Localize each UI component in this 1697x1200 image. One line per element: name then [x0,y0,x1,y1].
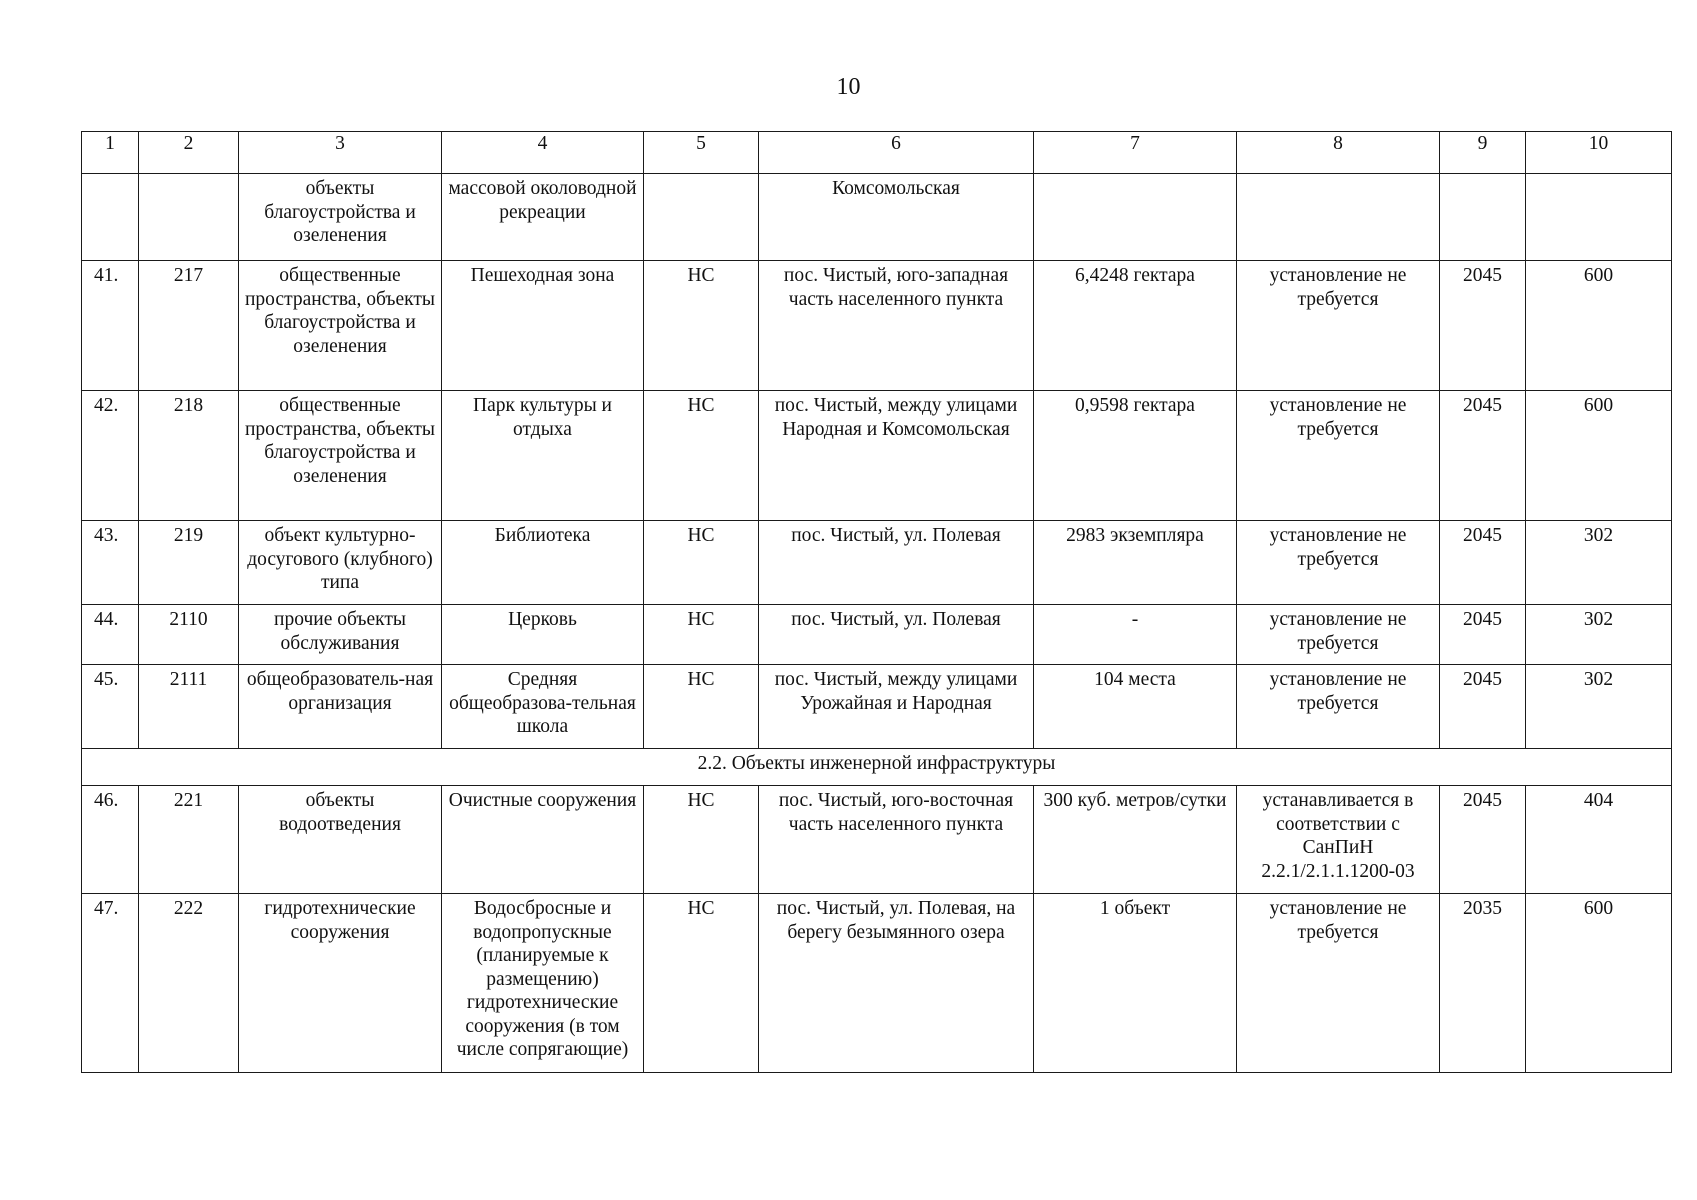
table-cell-col-9 [1440,174,1526,261]
table-cell-col-3: общественные пространства, объекты благоустройства и озеленения [239,261,442,391]
table-cell-col-6: пос. Чистый, между улицами Народная и Комсомольская [759,391,1034,521]
table-row [82,521,1672,605]
table-cell-col-3: объекты водоотведения [239,786,442,894]
table-cell-col-2: 2110 [139,605,239,665]
table-cell-col-4: Пешеходная зона [442,261,644,391]
table-cell-col-3: общеобразователь-ная организация [239,665,442,749]
table-cell-col-2: 2111 [139,665,239,749]
table-cell-col-9: 2045 [1440,261,1526,391]
column-header-2: 2 [139,132,239,174]
table-cell-col-4: Церковь [442,605,644,665]
table-cell-col-3: гидротехнические сооружения [239,894,442,1073]
table-cell-col-6: пос. Чистый, ул. Полевая [759,605,1034,665]
table-cell-col-5 [644,174,759,261]
table-row [82,894,1672,1073]
column-header-4: 4 [442,132,644,174]
table-cell-col-8: установление не требуется [1237,261,1440,391]
table-cell-col-2: 219 [139,521,239,605]
table-cell-col-1: 45. [82,665,139,749]
table-cell-col-8: установление не требуется [1237,391,1440,521]
table-cell-col-1: 47. [82,894,139,1073]
table-cell-col-10: 302 [1526,605,1672,665]
table-cell-col-7 [1034,174,1237,261]
table-cell-col-5: НС [644,665,759,749]
table-cell-col-1: 43. [82,521,139,605]
table-cell-col-5: НС [644,521,759,605]
table-cell-col-7: - [1034,605,1237,665]
table-row [82,261,1672,391]
table-cell-col-9: 2045 [1440,665,1526,749]
table-cell-col-6: Комсомольская [759,174,1034,261]
table-cell-col-5: НС [644,894,759,1073]
table-cell-col-10: 404 [1526,786,1672,894]
table-cell-col-6: пос. Чистый, между улицами Урожайная и Народная [759,665,1034,749]
column-header-7: 7 [1034,132,1237,174]
table-cell-col-8: установление не требуется [1237,894,1440,1073]
table-cell-col-2: 218 [139,391,239,521]
page-number: 10 [836,74,861,100]
table-cell-col-7: 2983 экземпляра [1034,521,1237,605]
table-cell-col-2: 217 [139,261,239,391]
table-cell-col-7: 1 объект [1034,894,1237,1073]
table-cell-col-10 [1526,174,1672,261]
table-cell-col-9: 2045 [1440,605,1526,665]
table-cell-col-1: 41. [82,261,139,391]
table-cell-col-4: Парк культуры и отдыха [442,391,644,521]
table-cell-col-10: 600 [1526,261,1672,391]
column-header-8: 8 [1237,132,1440,174]
table-cell-col-1: 46. [82,786,139,894]
table-cell-col-8: установление не требуется [1237,665,1440,749]
table-cell-col-4: Очистные сооружения [442,786,644,894]
table-cell-col-7: 300 куб. метров/сутки [1034,786,1237,894]
table-row [82,391,1672,521]
table-cell-col-8: установление не требуется [1237,605,1440,665]
table-cell-col-9: 2035 [1440,894,1526,1073]
column-header-9: 9 [1440,132,1526,174]
table-cell-col-3: объекты благоустройства и озеленения [239,174,442,261]
column-header-10: 10 [1526,132,1672,174]
table-cell-col-3: прочие объекты обслуживания [239,605,442,665]
table-body [82,132,1672,1073]
column-header-1: 1 [82,132,139,174]
table-cell-col-9: 2045 [1440,521,1526,605]
column-header-5: 5 [644,132,759,174]
table-row [82,174,1672,261]
table-row [82,605,1672,665]
header-row [82,132,1672,174]
table-cell-col-8: устанавливается в соответствии с СанПиН 2.2.1/2.1.1.1200-03 [1237,786,1440,894]
table-cell-col-2: 221 [139,786,239,894]
table-cell-col-5: НС [644,391,759,521]
table-row [82,665,1672,749]
table-row [82,786,1672,894]
table-cell-col-9: 2045 [1440,391,1526,521]
table-cell-col-7: 104 места [1034,665,1237,749]
table-cell-col-6: пос. Чистый, юго-западная часть населенного пункта [759,261,1034,391]
table-cell-col-7: 6,4248 гектара [1034,261,1237,391]
table-cell-col-10: 600 [1526,391,1672,521]
section-title: 2.2. Объекты инженерной инфраструктуры [82,749,1672,786]
table-cell-col-3: общественные пространства, объекты благоустройства и озеленения [239,391,442,521]
table-cell-col-3: объект культурно-досугового (клубного) типа [239,521,442,605]
table-cell-col-4: Библиотека [442,521,644,605]
column-header-6: 6 [759,132,1034,174]
table-cell-col-7: 0,9598 гектара [1034,391,1237,521]
table-cell-col-4: Водосбросные и водопропускные (планируемые к размещению) гидротехнические сооружения (в том числе сопрягающие) [442,894,644,1073]
table-cell-col-10: 302 [1526,665,1672,749]
table-cell-col-2: 222 [139,894,239,1073]
table-cell-col-5: НС [644,786,759,894]
table-cell-col-5: НС [644,605,759,665]
section-row [82,749,1672,786]
table-cell-col-4: массовой околоводной рекреации [442,174,644,261]
table-cell-col-6: пос. Чистый, ул. Полевая [759,521,1034,605]
table-cell-col-1 [82,174,139,261]
table-cell-col-9: 2045 [1440,786,1526,894]
table-cell-col-5: НС [644,261,759,391]
table-cell-col-1: 42. [82,391,139,521]
table-cell-col-6: пос. Чистый, юго-восточная часть населенного пункта [759,786,1034,894]
table-cell-col-10: 600 [1526,894,1672,1073]
table-cell-col-4: Средняя общеобразова-тельная школа [442,665,644,749]
table-cell-col-8 [1237,174,1440,261]
table-cell-col-10: 302 [1526,521,1672,605]
table-cell-col-2 [139,174,239,261]
objects-table [81,131,1672,1073]
table-cell-col-1: 44. [82,605,139,665]
table-cell-col-6: пос. Чистый, ул. Полевая, на берегу безымянного озера [759,894,1034,1073]
column-header-3: 3 [239,132,442,174]
table-cell-col-8: установление не требуется [1237,521,1440,605]
